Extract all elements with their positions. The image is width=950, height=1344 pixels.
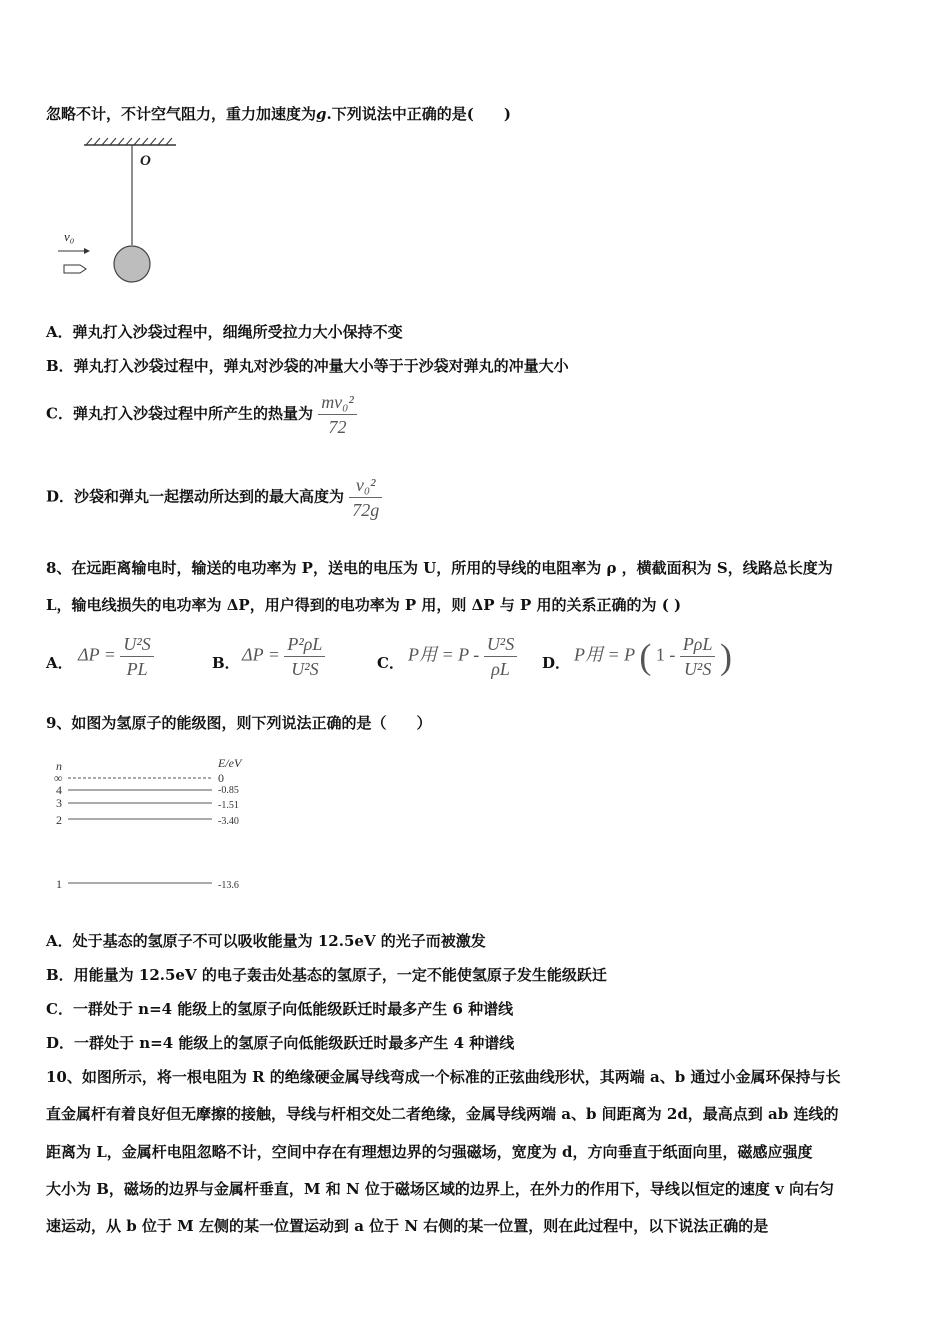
q10-line-5: 速运动，从 b 位于 M 左侧的某一位置运动到 a 位于 N 右侧的某一位置，则在此过程中，以下说法正确的是 xyxy=(46,1217,769,1235)
axis-label-n: n xyxy=(56,759,62,773)
q7-d-denominator: 72g xyxy=(352,500,380,520)
q7-option-d-fraction xyxy=(349,473,382,522)
label-o: O xyxy=(140,153,151,169)
q8-option-c-formula xyxy=(408,632,517,681)
level-e-1: -13.6 xyxy=(218,880,239,891)
q8-d-fraction xyxy=(680,632,716,681)
bullet xyxy=(64,265,86,273)
q7-option-c-text: C．弹丸打入沙袋过程中所产生的热量为 xyxy=(46,404,313,423)
q8-option-a-formula xyxy=(78,632,154,681)
label-v0: v₀ xyxy=(64,229,75,244)
level-n-1: 1 xyxy=(56,877,62,891)
q8-d-denominator: U²S xyxy=(683,659,712,679)
q7-intro xyxy=(46,103,511,124)
q8-d-inner: 1 - xyxy=(655,644,676,665)
velocity-arrowhead xyxy=(84,248,90,254)
q10-line-4: 大小为 B，磁场的边界与金属杆垂直，M 和 N 位于磁场区域的边界上，在外力的作用下，导线以恒定的速度 v 向右匀 xyxy=(46,1180,835,1198)
q8-stem-line2: L，输电线损失的电功率为 ΔP，用户得到的电功率为 P 用，则 ΔP 与 P 用的关系正确的为 ( ) xyxy=(46,596,682,614)
q7-intro-tail: .下列说法中正确的是( ) xyxy=(326,105,511,123)
q9-option-d: D．一群处于 n=4 能级上的氢原子向低能级跃迁时最多产生 4 种谱线 xyxy=(46,1034,515,1052)
q8-b-lhs: ΔP = xyxy=(242,644,280,665)
q10-line-1: 10、如图所示，将一根电阻为 R 的绝缘硬金属导线弯成一个标准的正弦曲线形状，其两端 a、b 通过小金属环保持与长 xyxy=(46,1068,841,1086)
axis-label-energy: E/eV xyxy=(218,756,242,770)
q8-d-numerator: PρL xyxy=(680,632,716,657)
pendulum-figure xyxy=(50,135,190,290)
q10-line-2: 直金属杆有着良好但无摩擦的接触，导线与杆相交处二者绝缘，金属导线两端 a、b 间距离为 2d，最高点到 ab 连线的 xyxy=(46,1105,839,1123)
level-n-3: 3 xyxy=(56,796,62,810)
q7-d-numerator: v₀² xyxy=(349,473,382,498)
q8-a-lhs: ΔP = xyxy=(78,644,116,665)
q10-line-3: 距离为 L，金属杆电阻忽略不计，空间中存在有理想边界的匀强磁场，宽度为 d，方向垂直于纸面向里，磁感应强度 xyxy=(46,1143,813,1161)
q8-option-b-label: B． xyxy=(212,654,240,672)
q8-a-numerator: U²S xyxy=(120,632,153,657)
q7-option-a: A．弹丸打入沙袋过程中，细绳所受拉力大小保持不变 xyxy=(46,323,403,341)
q8-a-fraction xyxy=(120,632,153,681)
q9-stem: 9、如图为氢原子的能级图，则下列说法正确的是（ ） xyxy=(46,714,432,732)
level-e-3: -1.51 xyxy=(218,800,239,811)
q9-option-c: C．一群处于 n=4 能级上的氢原子向低能级跃迁时最多产生 6 种谱线 xyxy=(46,1000,514,1018)
ceiling-hatch xyxy=(86,138,172,145)
q8-a-denominator: PL xyxy=(126,659,148,679)
q8-option-c-label: C． xyxy=(377,654,404,672)
q7-option-d xyxy=(46,473,382,522)
q7-option-c-fraction xyxy=(318,390,357,439)
q7-option-c xyxy=(46,390,357,439)
q8-c-lhs: P用 = P - xyxy=(408,644,480,665)
level-e-4: -0.85 xyxy=(218,785,239,796)
q8-option-a-label: A． xyxy=(46,654,73,672)
q9-option-b: B．用能量为 12.5eV 的电子轰击处基态的氢原子，一定不能使氢原子发生能级跃迁 xyxy=(46,966,607,984)
q7-g-symbol: g xyxy=(316,105,327,123)
q8-d-paren-right: ) xyxy=(719,636,732,677)
sandbag xyxy=(114,246,150,282)
q8-b-denominator: U²S xyxy=(291,659,319,679)
level-e-inf: 0 xyxy=(218,771,224,785)
q8-c-numerator: U²S xyxy=(484,632,517,657)
q7-option-d-text: D．沙袋和弹丸一起摆动所达到的最大高度为 xyxy=(46,487,345,506)
level-n-4: 4 xyxy=(56,783,62,797)
q7-c-numerator: mv₀² xyxy=(318,390,357,415)
q8-d-paren-left: ( xyxy=(639,636,652,677)
q8-b-fraction xyxy=(284,632,325,681)
q8-c-fraction xyxy=(484,632,517,681)
q8-option-d-formula xyxy=(574,632,732,681)
q8-c-denominator: ρL xyxy=(491,659,510,679)
q7-c-denominator: 72 xyxy=(328,417,347,437)
q8-option-d-label: D． xyxy=(542,654,571,672)
q7-option-b: B．弹丸打入沙袋过程中，弹丸对沙袋的冲量大小等于于沙袋对弹丸的冲量大小 xyxy=(46,357,569,375)
q8-stem-line1: 8、在远距离输电时，输送的电功率为 P，送电的电压为 U，所用的导线的电阻率为 ρ ，横截面积为 S，线路总长度为 xyxy=(46,559,833,577)
energy-level-diagram xyxy=(50,752,260,897)
q8-d-lhs: P用 = P xyxy=(574,644,635,665)
q7-intro-text: 忽略不计，不计空气阻力，重力加速度为 xyxy=(46,105,317,123)
level-n-inf: ∞ xyxy=(54,771,63,785)
q8-b-numerator: P²ρL xyxy=(284,632,325,657)
q8-option-b-formula xyxy=(242,632,325,681)
level-n-2: 2 xyxy=(56,813,62,827)
level-e-2: -3.40 xyxy=(218,816,239,827)
q9-option-a: A．处于基态的氢原子不可以吸收能量为 12.5eV 的光子而被激发 xyxy=(46,932,486,950)
